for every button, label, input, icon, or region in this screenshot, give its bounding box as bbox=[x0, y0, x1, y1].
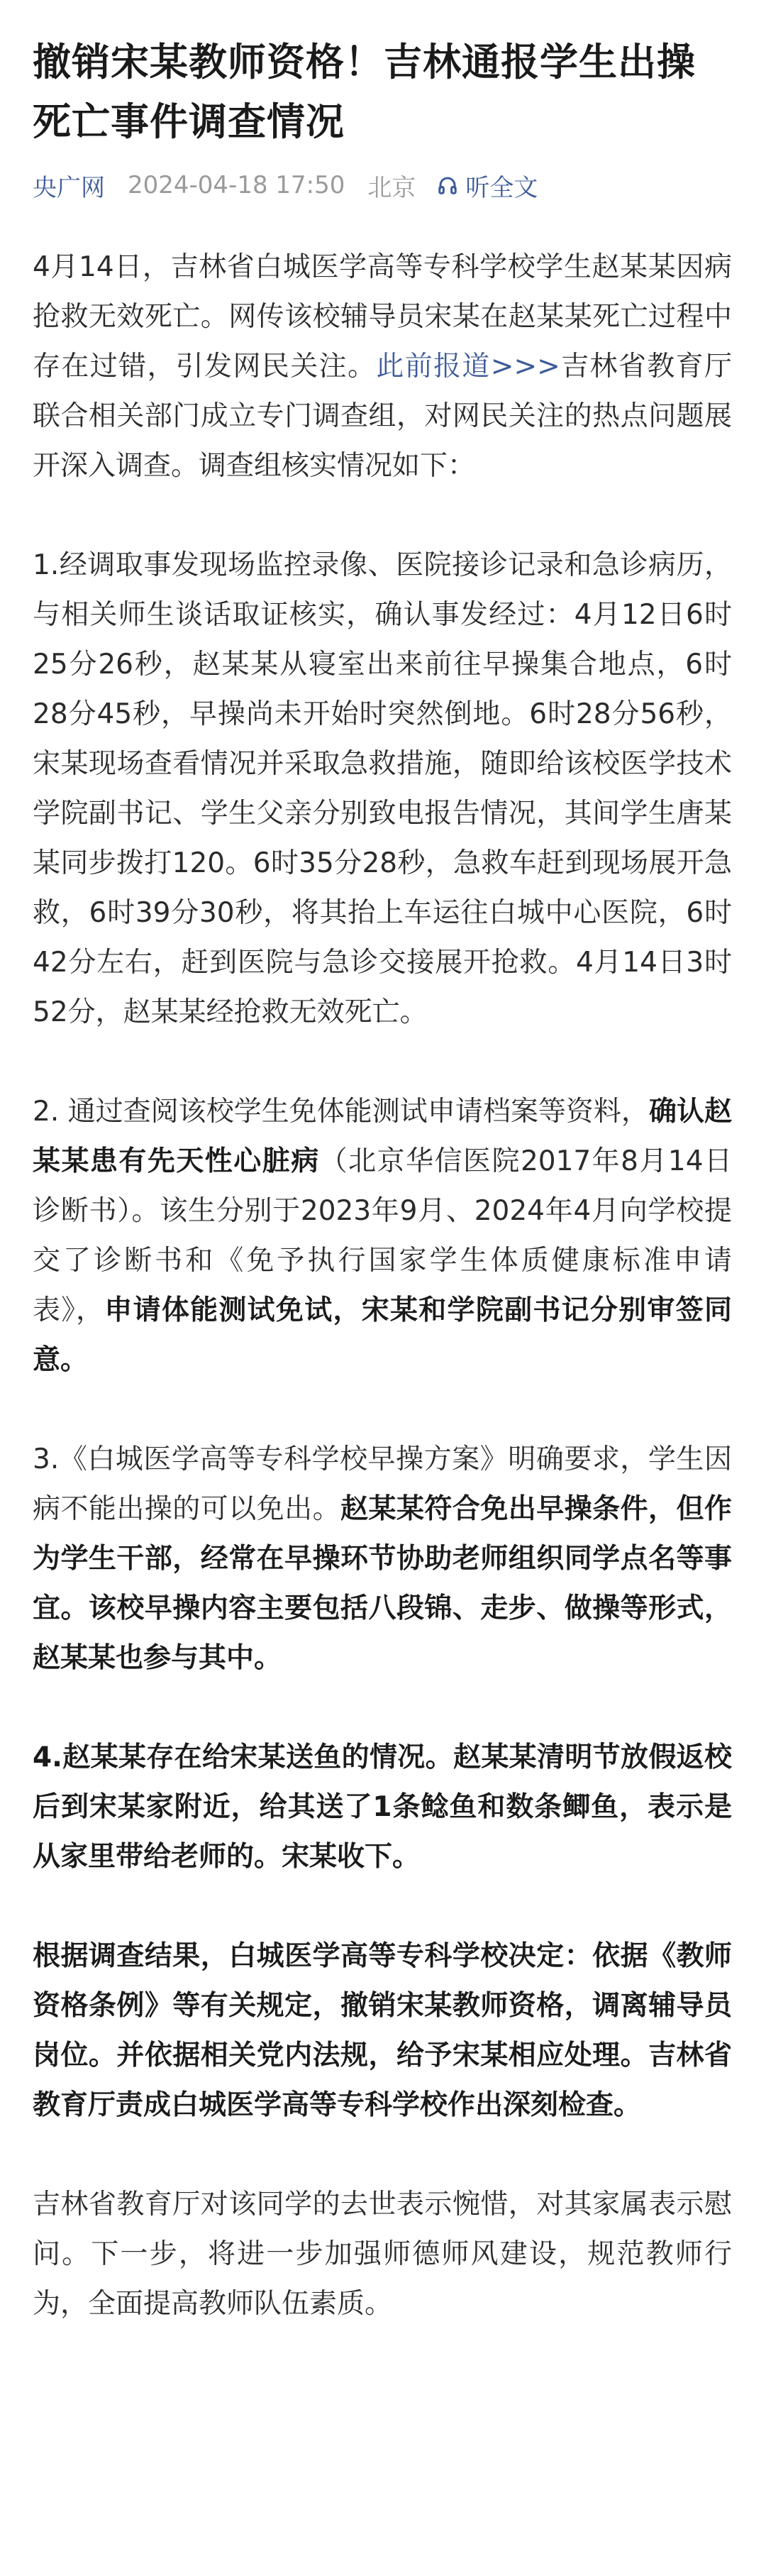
dateline-location: 北京 bbox=[367, 173, 416, 202]
paragraph-finding-2 bbox=[33, 1087, 732, 1385]
finding-3-text: 3.《白城医学高等专科学校早操方案》明确要求，学生因病不能出操的可以免出。 bbox=[33, 1443, 732, 1525]
finding-2-text-continued: （北京华信医院2017年8月14日诊断书）。该生分别于2023年9月、2024年4月向学校提交了诊断书和《免予执行国家学生体质健康标准申请表》， bbox=[33, 1145, 732, 1326]
decision-text: 根据调查结果，白城医学高等专科学校决定：依据《教师资格条例》等有关规定，撤销宋某教师资格，调离辅导员岗位。并依据相关党内法规，给予宋某相应处理。吉林省教育厅责成白城医学高等专科学校作出深刻检查。 bbox=[33, 1940, 732, 2121]
article-title: 撤销宋某教师资格！吉林通报学生出操死亡事件调查情况 bbox=[33, 40, 696, 144]
listen-label: 听全文 bbox=[465, 173, 538, 202]
publish-datetime: 2024-04-18 17:50 bbox=[128, 171, 345, 199]
article-body bbox=[33, 243, 732, 2329]
paragraph-intro bbox=[33, 243, 732, 491]
paragraph-decision bbox=[33, 1932, 732, 2130]
article-meta bbox=[33, 167, 732, 203]
paragraph-finding-1: 1.经调取事发现场监控录像、医院接诊记录和急诊病历，与相关师生谈话取证核实，确认事发经过：4月12日6时25分26秒，赵某某从寝室出来前往早操集合地点，6时28分45秒，早操尚未开始时突然倒地。6时28分56秒，宋某现场查看情况并采取急救措施，随即给该校医学技术学院副书记、学生父亲分别致电报告情况，其间学生唐某某同步拨打120。6时35分28秒，急救车赶到现场展开急救，6时39分30秒，将其抬上车运往白城中心医院，6时42分左右，赶到医院与急诊交接展开抢救。4月14日3时52分，赵某某经抢救无效死亡。 bbox=[33, 549, 732, 1028]
finding-4-text: 4.赵某某存在给宋某送鱼的情况。赵某某清明节放假返校后到宋某家附近，给其送了1条鲶鱼和数条鲫鱼，表示是从家里带给老师的。宋某收下。 bbox=[33, 1741, 732, 1873]
paragraph-closing: 吉林省教育厅对该同学的去世表示惋惜，对其家属表示慰问。下一步，将进一步加强师德师风建设，规范教师行为，全面提高教师队伍素质。 bbox=[33, 2189, 732, 2320]
listen-full-text-button[interactable] bbox=[437, 168, 538, 203]
finding-2-emphasis-end: 申请体能测试免试，宋某和学院副书记分别审签同意。 bbox=[33, 1294, 732, 1376]
intro-text: 4月14日，吉林省白城医学高等专科学校学生赵某某因病抢救无效死亡。网传该校辅导员宋某在赵某某死亡过程中存在过错，引发网民关注。 bbox=[33, 251, 732, 382]
paragraph-finding-4 bbox=[33, 1733, 732, 1882]
headphones-icon bbox=[437, 175, 458, 196]
intro-text-continued: 吉林省教育厅联合相关部门成立专门调查组，对网民关注的热点问题展开深入调查。调查组核实情况如下： bbox=[33, 351, 732, 482]
source-link[interactable]: 央广网 bbox=[33, 173, 105, 202]
finding-3-emphasis: 赵某某符合免出早操条件，但作为学生干部，经常在早操环节协助老师组织同学点名等事宜。该校早操内容主要包括八段锦、走步、做操等形式，赵某某也参与其中。 bbox=[33, 1493, 732, 1674]
finding-2-emphasis: 确认赵某某患有先天性心脏病 bbox=[33, 1096, 732, 1177]
paragraph-finding-3 bbox=[33, 1435, 732, 1683]
previous-report-link[interactable]: 此前报道>>> bbox=[376, 351, 560, 382]
finding-2-text: 2. 通过查阅该校学生免体能测试申请档案等资料， bbox=[33, 1096, 649, 1128]
